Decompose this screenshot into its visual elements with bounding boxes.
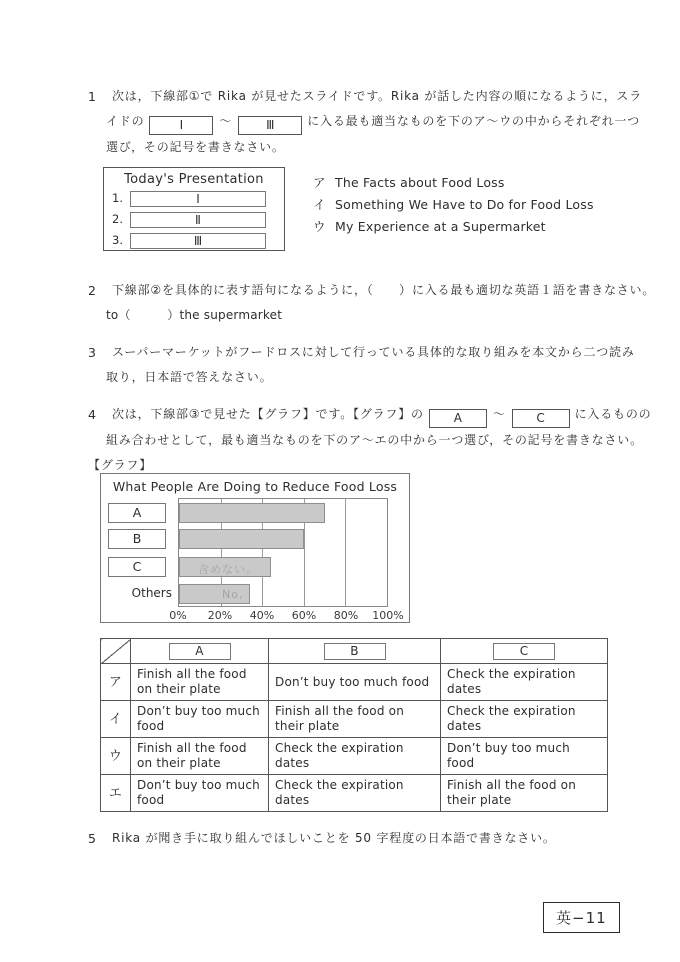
slide-slot-3: Ⅲ <box>130 233 266 249</box>
bar-c <box>179 557 271 577</box>
option-u <box>313 216 594 238</box>
table-header-c <box>441 639 608 664</box>
row-kana: ア <box>101 664 131 701</box>
tilde: ～ <box>492 407 506 421</box>
bar-row-c <box>179 557 387 577</box>
option-i <box>313 194 594 216</box>
question-2-line-1 <box>88 278 656 303</box>
table-row <box>101 664 608 701</box>
question-4-line-2: 組み合わせとして，最も適当なものを下のア～エの中から一つ選び，その記号を書きなさい。 <box>106 433 643 447</box>
row-kana: イ <box>101 701 131 738</box>
question-2 <box>88 278 656 328</box>
table-row <box>101 701 608 738</box>
option-i-kana: イ <box>313 197 326 212</box>
chart-plot-area <box>178 498 388 607</box>
bleedthrough-text: 含めない。 <box>198 563 258 576</box>
question-1-options <box>313 172 594 238</box>
x-tick-20: 20% <box>207 609 233 622</box>
slide-row-3 <box>104 233 284 250</box>
category-label-others: Others <box>131 586 172 600</box>
cell-a: Don’t buy too much food <box>131 775 269 812</box>
question-5-number: 5 <box>88 831 96 846</box>
table-header-a <box>131 639 269 664</box>
question-1-number: 1 <box>88 89 96 104</box>
question-4 <box>88 402 652 478</box>
table-row <box>101 775 608 812</box>
question-2-answer-line: to（ ）the supermarket <box>106 308 283 322</box>
table-header-row <box>101 639 608 664</box>
cell-b: Finish all the food on their plate <box>269 701 441 738</box>
bleedthrough-text: No, <box>222 588 244 601</box>
answer-table <box>100 638 608 812</box>
slide-slot-2: Ⅱ <box>130 212 266 228</box>
slide-item-number: 1. <box>112 191 123 205</box>
blank-box-3: Ⅲ <box>238 116 302 135</box>
slide-item-number: 3. <box>112 233 123 247</box>
table-row <box>101 738 608 775</box>
category-label-c: C <box>108 557 166 577</box>
question-5-text: Rika が聞き手に取り組んでほしいことを 50 字程度の日本語で書きなさい。 <box>112 831 556 845</box>
question-2-number: 2 <box>88 283 96 298</box>
table-corner-cell <box>101 639 131 664</box>
slide-row-2 <box>104 212 284 229</box>
bar-chart <box>100 473 410 623</box>
blank-box-a: A <box>429 409 487 428</box>
option-a <box>313 172 594 194</box>
cell-b: Don’t buy too much food <box>269 664 441 701</box>
slide-title: Today's Presentation <box>124 172 264 187</box>
question-3 <box>88 340 633 390</box>
chart-title: What People Are Doing to Reduce Food Loss <box>112 479 398 494</box>
question-5 <box>88 826 633 851</box>
graph-heading: 【グラフ】 <box>88 458 153 472</box>
question-1-line-2: イドの Ⅰ ～ Ⅲ に入る最も適当なものを下のア～ウの中からそれぞれ一つ <box>88 109 633 135</box>
cell-c: Check the expiration dates <box>441 664 608 701</box>
question-1 <box>88 84 643 160</box>
tilde: ～ <box>219 114 233 128</box>
bar-others <box>179 584 250 604</box>
category-label-b: B <box>108 529 166 549</box>
question-4-line-1: 4 次は，下線部③で見せた【グラフ】です。【グラフ】の A ～ C に入るものの <box>88 402 633 428</box>
question-2-text: 下線部②を具体的に表す語句になるように，（ ）に入る最も適切な英語１語を書きなさい。 <box>112 283 656 297</box>
row-kana: エ <box>101 775 131 812</box>
x-tick-80: 80% <box>333 609 359 622</box>
bar-row-b <box>179 529 387 549</box>
cell-a: Finish all the food on their plate <box>131 738 269 775</box>
option-u-text: My Experience at a Supermarket <box>335 219 546 234</box>
question-1-line-1 <box>88 84 643 109</box>
table-header-b <box>269 639 441 664</box>
cell-a: Finish all the food on their plate <box>131 664 269 701</box>
question-1-text: 次は，下線部①で Rika が見せたスライドです。Rika が話した内容の順になるように，スラ <box>112 89 643 103</box>
cell-c: Check the expiration dates <box>441 701 608 738</box>
blank-box-c: C <box>512 409 570 428</box>
question-3-text: スーパーマーケットがフードロスに対して行っている具体的な取り組みを本文から二つ読み <box>112 345 635 359</box>
blank-box-1: Ⅰ <box>149 116 213 135</box>
question-3-number: 3 <box>88 345 96 360</box>
bar-a <box>179 503 325 523</box>
option-a-kana: ア <box>313 175 326 190</box>
header-box-a: A <box>169 643 231 660</box>
page-number-box: 英−11 <box>543 902 620 933</box>
presentation-slide <box>103 167 285 251</box>
cell-a: Don’t buy too much food <box>131 701 269 738</box>
cell-c: Don’t buy too much food <box>441 738 608 775</box>
cell-c: Finish all the food on their plate <box>441 775 608 812</box>
question-5-line-1 <box>88 826 633 851</box>
option-a-text: The Facts about Food Loss <box>335 175 505 190</box>
cell-b: Check the expiration dates <box>269 738 441 775</box>
slide-row-1 <box>104 191 284 208</box>
x-tick-100: 100% <box>372 609 404 622</box>
option-u-kana: ウ <box>313 219 326 234</box>
row-kana: ウ <box>101 738 131 775</box>
header-box-b: B <box>324 643 386 660</box>
question-4-number: 4 <box>88 407 96 422</box>
x-axis <box>169 609 404 623</box>
x-tick-40: 40% <box>249 609 275 622</box>
bar-b <box>179 529 304 549</box>
question-3-line-2: 取り，日本語で答えなさい。 <box>106 370 273 384</box>
header-box-c: C <box>493 643 555 660</box>
x-tick-60: 60% <box>291 609 317 622</box>
question-3-line-1 <box>88 340 633 365</box>
x-tick-0: 0% <box>169 609 187 622</box>
category-label-a: A <box>108 503 166 523</box>
bar-row-others <box>179 584 387 604</box>
cell-b: Check the expiration dates <box>269 775 441 812</box>
slide-slot-1: Ⅰ <box>130 191 266 207</box>
question-1-line-3: 選び，その記号を書きなさい。 <box>106 140 285 154</box>
option-i-text: Something We Have to Do for Food Loss <box>335 197 594 212</box>
slide-item-number: 2. <box>112 212 123 226</box>
bar-row-a <box>179 503 387 523</box>
